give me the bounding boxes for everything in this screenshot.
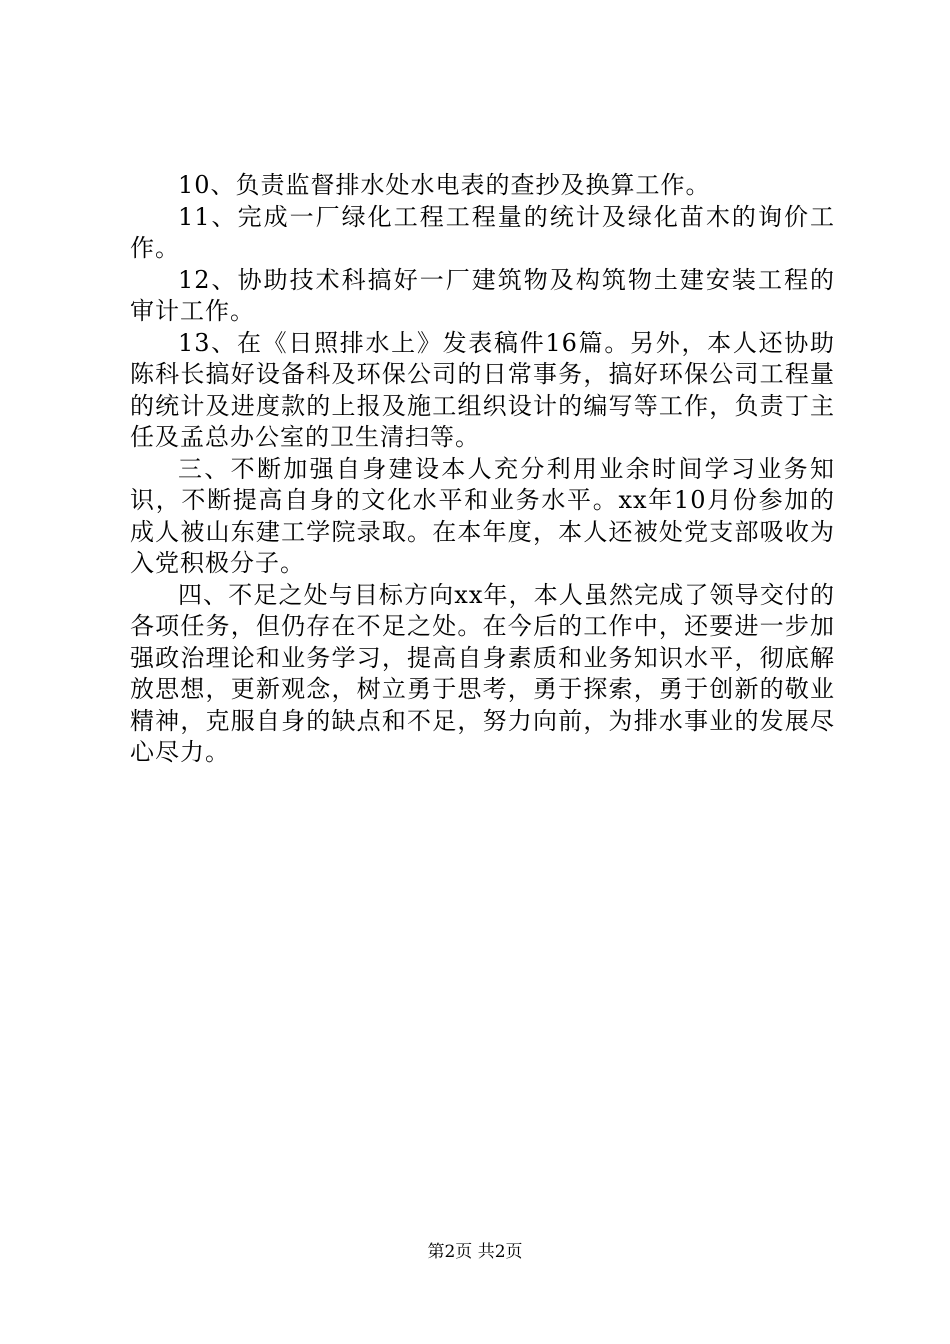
page-footer: 第2页 共2页: [427, 1242, 523, 1262]
paragraph-item-10: 10、负责监督排水处水电表的查抄及换算工作。: [178, 171, 711, 199]
paragraph-item-13: 13、在《日照排水上》发表稿件16篇。另外，本人还协助陈科长搞好设备科及环保公司的日常事务，搞好环保公司工程量的统计及进度款的上报及施工组织设计的编写等工作，负责丁主任及孟总办公室的卫生清扫等。: [130, 328, 835, 451]
document-body: [130, 170, 835, 769]
paragraph-section-four: 四、不足之处与目标方向xx年，本人虽然完成了领导交付的各项任务，但仍存在不足之处。在今后的工作中，还要进一步加强政治理论和业务学习，提高自身素质和业务知识水平，彻底解放思想，更新观念，树立勇于思考，勇于探索，勇于创新的敬业精神，克服自身的缺点和不足，努力向前，为排水事业的发展尽心尽力。: [130, 580, 835, 766]
paragraph-item-11: 11、完成一厂绿化工程工程量的统计及绿化苗木的询价工作。: [130, 202, 835, 262]
paragraph-section-three: 三、不断加强自身建设本人充分利用业余时间学习业务知识，不断提高自身的文化水平和业务水平。xx年10月份参加的成人被山东建工学院录取。在本年度，本人还被处党支部吸收为入党积极分子。: [130, 454, 835, 577]
paragraph-item-12: 12、协助技术科搞好一厂建筑物及构筑物土建安装工程的审计工作。: [130, 265, 835, 325]
